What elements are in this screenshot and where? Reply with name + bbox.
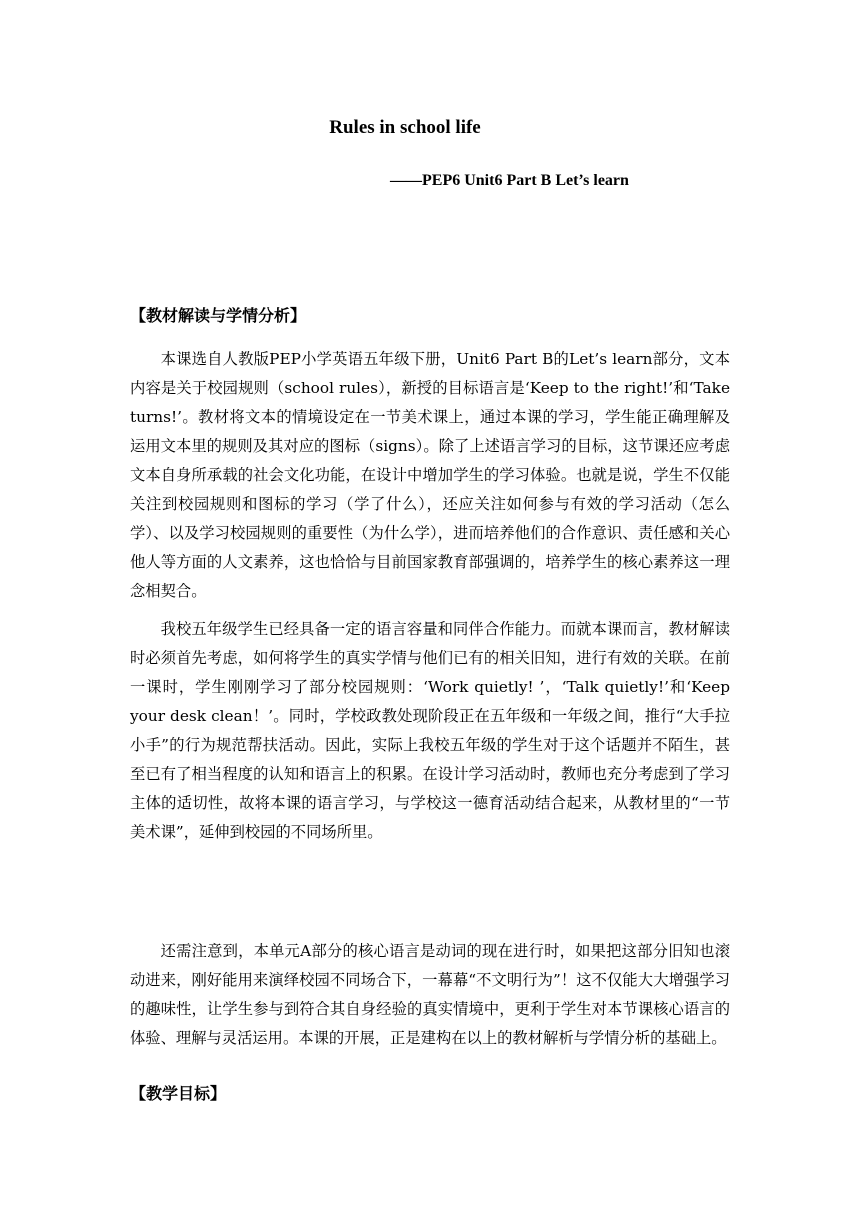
document-title: Rules in school life xyxy=(329,117,481,138)
section-heading-objectives: 【教学目标】 xyxy=(130,1084,227,1103)
paragraph-student-analysis: 我校五年级学生已经具备一定的语言容量和同伴合作能力。而就本课而言，教材解读时必须首先考虑，如何将学生的真实学情与他们已有的相关旧知，进行有效的关联。在前一课时，学生刚刚学习了部分校园规则：‘Work quietly! ’，‘Talk quietly!’和‘Keep your desk clean！’。同时，学校政教处现阶段正在五年级和一年级之间，推行“大手拉小手”的行为规范帮扶活动。因此，实际上我校五年级的学生对于这个话题并不陌生，甚至已有了相当程度的认知和语言上的积累。在设计学习活动时，教师也充分考虑到了学习主体的适切性，故将本课的语言学习，与学校这一德育活动结合起来，从教材里的“一节美术课”，延伸到校园的不同场所里。 xyxy=(130,620,730,841)
section-heading-analysis: 【教材解读与学情分析】 xyxy=(130,306,307,325)
paragraph-textbook-analysis: 本课选自人教版PEP小学英语五年级下册，Unit6 Part B的Let’s learn部分，文本内容是关于校园规则（school rules），新授的目标语言是‘Keep to the right!’和‘Take turns!’。教材将文本的情境设定在一节美术课上，通过本课的学习，学生能正确理解及运用文本里的规则及其对应的图标（signs）。除了上述语言学习的目标，这节课还应考虑文本自身所承载的社会文化功能，在设计中增加学生的学习体验。也就是说，学生不仅能关注到校园规则和图标的学习（学了什么），还应关注如何参与有效的学习活动（怎么学）、以及学习校园规则的重要性（为什么学），进而培养他们的合作意识、责任感和关心他人等方面的人文素养，这也恰恰与目前国家教育部强调的，培养学生的核心素养这一理念相契合。 xyxy=(130,350,730,600)
paragraph-unit-language: 还需注意到，本单元A部分的核心语言是动词的现在进行时，如果把这部分旧知也滚动进来，刚好能用来演绎校园不同场合下，一幕幕“不文明行为”！这不仅能大大增强学习的趣味性，让学生参与到符合其自身经验的真实情境中，更利于学生对本节课核心语言的体验、理解与灵活运用。本课的开展，正是建构在以上的教材解析与学情分析的基础上。 xyxy=(130,942,730,1047)
document-subtitle: ——PEP6 Unit6 Part B Let’s learn xyxy=(390,172,629,189)
